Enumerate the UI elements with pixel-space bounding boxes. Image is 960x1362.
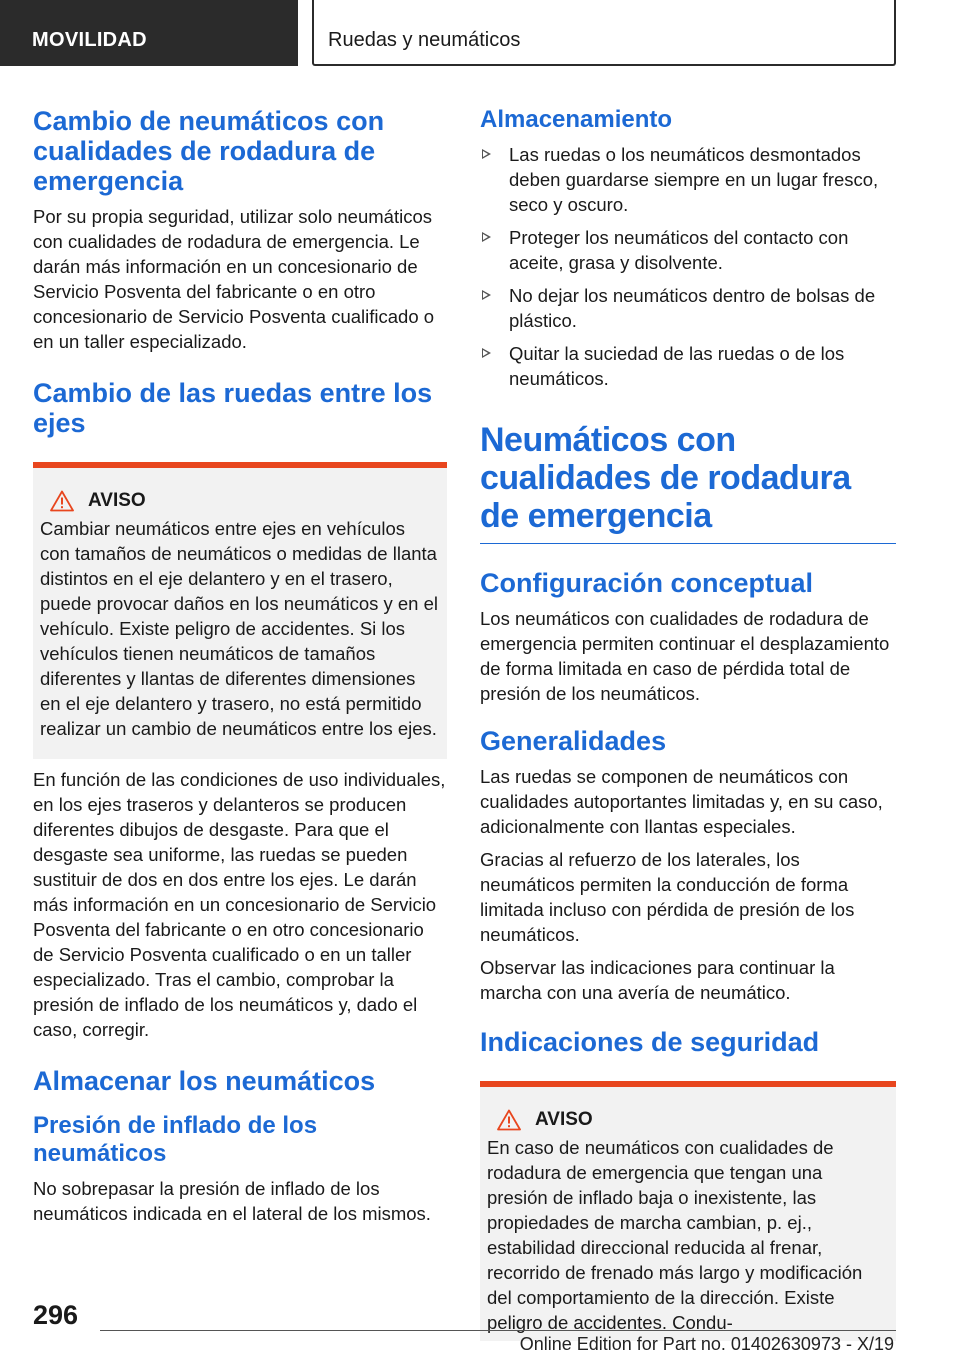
warning-title: AVISO [40, 490, 439, 512]
warning-triangle-icon [497, 1109, 521, 1131]
storage-list [480, 142, 896, 391]
section-label: MOVILIDAD [32, 29, 147, 51]
paragraph-general-2: Gracias al refuerzo de los laterales, los neumáticos permiten la conducción de forma limitada incluso con pérdida de presión de los neumáticos. [480, 849, 855, 945]
warning-text: En caso de neumáticos con cualidades de rodadura de emergencia que tengan una presión de inflado baja o inexistente, las propiedades de marcha cambian, p. ej., estabilidad direccional reducida al frenar, recorrido de frenado más largo y modificación del comportamiento de la dirección. Existe peligro de accidentes. Condu- [487, 1137, 863, 1333]
heading-store-tires: Almacenar los neumáticos [33, 1066, 376, 1096]
warning-box-axle [33, 462, 447, 759]
footer-divider [100, 1330, 896, 1331]
heading-storage: Almacenamiento [480, 106, 673, 133]
bullet-arrow-icon [482, 290, 491, 300]
bullet-arrow-icon [482, 348, 491, 358]
list-item: No dejar los neumáticos dentro de bolsas de plástico. [480, 283, 896, 333]
section-tab [0, 0, 298, 66]
heading-safety: Indicaciones de seguridad [480, 1027, 820, 1057]
page-header [0, 0, 960, 66]
paragraph-axle-swap: En función de las condiciones de uso individuales, en los ejes traseros y delanteros se producen diferentes dibujos de desgaste. Para que el desgaste sea uniforme, las ruedas se pueden sustituir de dos en dos entre los ejes. Le darán más información en un concesionario de Servicio Posventa del fabricante o en otro concesionario de Servicio Posventa cualificado o en un taller especializado. Tras el cambio, comprobar la presión de inflado de los neumáticos y, dado el caso, corregir. [33, 769, 446, 1040]
paragraph-concept: Los neumáticos con cualidades de rodadura de emergencia permiten continuar el desplazamiento de forma limitada en caso de pérdida total de presión de los neumáticos. [480, 608, 890, 704]
paragraph-runflat-change: Por su propia seguridad, utilizar solo neumáticos con cualidades de rodadura de emergencia. Le darán más información en un concesionario de Servicio Posventa del fabricante o en otro concesionario de Servicio Posventa cualificado o en un taller especializado. [33, 206, 435, 352]
list-item: Las ruedas o los neumáticos desmontados deben guardarse siempre en un lugar fresco, seco y oscuro. [480, 142, 896, 217]
paragraph-general-1: Las ruedas se componen de neumáticos con cualidades autoportantes limitadas y, en su caso, adicionalmente con llantas especiales. [480, 766, 883, 837]
footer-edition: Online Edition for Part no. 01402630973 - X/19 [519, 1334, 894, 1354]
chapter-tab [312, 0, 896, 66]
heading-general: Generalidades [480, 726, 667, 756]
list-item: Proteger los neumáticos del contacto con aceite, grasa y disolvente. [480, 225, 896, 275]
bullet-arrow-icon [482, 149, 491, 159]
warning-title: AVISO [487, 1109, 888, 1131]
page-number: 296 [33, 1300, 79, 1330]
right-column [480, 96, 896, 1341]
heading-inflation-pressure: Presión de inflado de los neumáticos [33, 1112, 318, 1167]
heading-concept: Configuración conceptual [480, 568, 814, 598]
warning-text: Cambiar neumáticos entre ejes en vehículos con tamaños de neumáticos o medidas de llanta distintos en el eje delantero y en el trasero, puede provocar daños en los neumáticos y en el vehículo. Existe peligro de accidentes. Si los vehículos tienen neumáticos de tamaños diferentes y llantas de diferentes dimensiones en el eje delantero y trasero, no está permitido realizar un cambio de neumáticos entre los ejes. [40, 518, 439, 739]
paragraph-inflation-pressure: No sobrepasar la presión de inflado de los neumáticos indicada en el lateral de los mismos. [33, 1178, 431, 1224]
list-item: Quitar la suciedad de las ruedas o de los neumáticos. [480, 341, 896, 391]
paragraph-general-3: Observar las indicaciones para continuar la marcha con una avería de neumático. [480, 957, 835, 1003]
heading-runflat-tires: Neumáticos con cualidades de rodadura de emergencia [480, 421, 896, 544]
bullet-arrow-icon [482, 232, 491, 242]
heading-runflat-change: Cambio de neumáticos con cualidades de rodadura de emergencia [33, 106, 385, 196]
warning-triangle-icon [50, 490, 74, 512]
warning-box-safety [480, 1081, 896, 1341]
heading-axle-swap: Cambio de las ruedas entre los ejes [33, 378, 433, 438]
left-column [33, 96, 447, 1226]
chapter-label: Ruedas y neumáticos [328, 29, 521, 51]
